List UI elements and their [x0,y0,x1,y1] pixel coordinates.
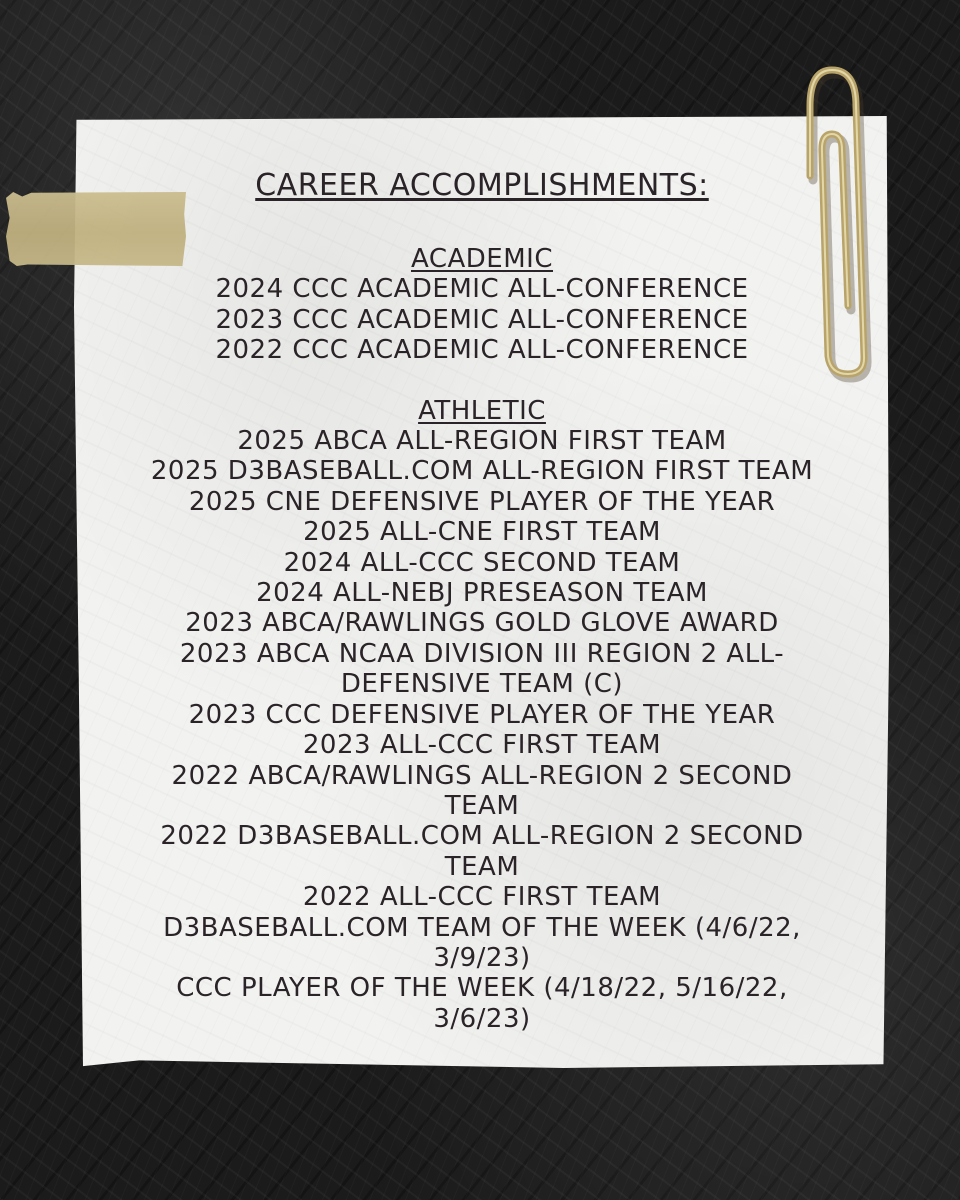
athletic-item: 2023 CCC DEFENSIVE PLAYER OF THE YEAR [188,699,776,730]
athletic-item: 2025 D3BASEBALL.COM ALL-REGION FIRST TEAM [150,456,814,487]
athletic-item: 2023 ABCA NCAA DIVISION III REGION 2 ALL- [179,638,785,669]
athletic-item: D3BASEBALL.COM TEAM OF THE WEEK (4/6/22, [163,912,801,943]
academic-item: 2022 CCC ACADEMIC ALL-CONFERENCE [215,335,749,366]
accomplishments-text [74,164,890,1034]
academic-section [74,244,890,366]
athletic-item: TEAM [444,790,520,821]
section-spacer [74,366,890,396]
athletic-item: 2025 ALL-CNE FIRST TEAM [303,517,661,548]
athletic-item: 2024 ALL-CCC SECOND TEAM [283,547,681,578]
athletic-item: 2023 ALL-CCC FIRST TEAM [302,730,662,761]
academic-item: 2023 CCC ACADEMIC ALL-CONFERENCE [215,304,749,335]
athletic-item: 3/6/23) [433,1003,531,1034]
athletic-heading: ATHLETIC [418,395,546,426]
athletic-item: 3/9/23) [433,942,531,973]
page-title: CAREER ACCOMPLISHMENTS: [255,168,709,203]
athletic-item: 2024 ALL-NEBJ PRESEASON TEAM [256,578,708,609]
athletic-item: 2022 ALL-CCC FIRST TEAM [302,882,662,913]
athletic-item: 2023 ABCA/RAWLINGS GOLD GLOVE AWARD [185,608,779,639]
athletic-item: TEAM [444,851,520,882]
athletic-item: 2025 CNE DEFENSIVE PLAYER OF THE YEAR [188,486,776,517]
academic-item: 2024 CCC ACADEMIC ALL-CONFERENCE [215,274,749,305]
academic-heading: ACADEMIC [411,244,553,274]
athletic-section [74,396,890,1035]
athletic-item: 2025 ABCA ALL-REGION FIRST TEAM [237,426,727,457]
athletic-item: DEFENSIVE TEAM (C) [340,669,624,700]
athletic-item: 2022 D3BASEBALL.COM ALL-REGION 2 SECOND [160,821,804,852]
athletic-item: 2022 ABCA/RAWLINGS ALL-REGION 2 SECOND [171,760,793,791]
athletic-item: CCC PLAYER OF THE WEEK (4/18/22, 5/16/22, [176,973,788,1004]
